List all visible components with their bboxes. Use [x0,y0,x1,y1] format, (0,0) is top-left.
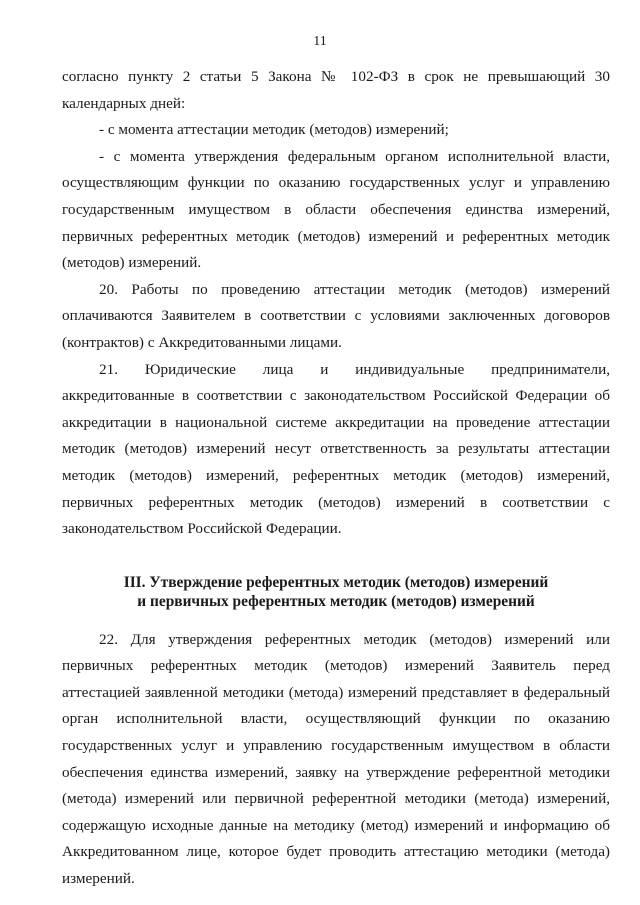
paragraph-21: 21. Юридические лица и индивидуальные предприниматели, аккредитованные в соответствии с законодательством Российской Федерации об аккредитации в национальной системе аккредитации на проведение аттестации методик (методов) измерений несут ответственность за результаты аттестации методик (методов) измерений, референтных методик (методов) измерений, первичных референтных методик (методов) измерений в соответствии с законодательством Российской Федерации. [62,360,610,538]
list-item-approval: - с момента утверждения федеральным органом исполнительной власти, осуществляющим функции по оказанию государственных услуг и управлению государственным имуществом в области обеспечения единства измерений, первичных референтных методик (методов) измерений и референтных методик (методов) измерений. [62,147,610,272]
list-item-attestation: - с момента аттестации методик (методов) измерений; [99,121,449,139]
paragraph-continuation: согласно пункту 2 статьи 5 Закона № 102-ФЗ в срок не превышающий 30 календарных дней: [62,68,610,112]
paragraph-22: 22. Для утверждения референтных методик (методов) измерений или первичных референтных методик (методов) измерений Заявитель перед аттестацией заявленной методики (метода) измерений представляет в федеральный орган исполнительной власти, осуществляющий функции по оказанию государственных услуг и управлению государственным имуществом в области обеспечения единства измерений, заявку на утверждение референтной методики (метода) измерений или первичной референтной методики (метода) измерений, содержащую исходные данные на методику (метод) измерений и информацию об Аккредитованном лице, которое будет проводить аттестацию методики (метода) измерений. [62,630,610,888]
page-number: 11 [313,34,327,49]
section-heading-line-1: III. Утверждение референтных методик (методов) измерений [123,573,549,591]
paragraph-20: 20. Работы по проведению аттестации методик (методов) измерений оплачиваются Заявителем в соответствии с условиями заключенных договоров (контрактов) с Аккредитованными лицами. [62,280,610,351]
section-heading [62,573,610,611]
section-heading-line-2: и первичных референтных методик (методов) измерений [137,592,535,610]
document-body [62,64,610,893]
